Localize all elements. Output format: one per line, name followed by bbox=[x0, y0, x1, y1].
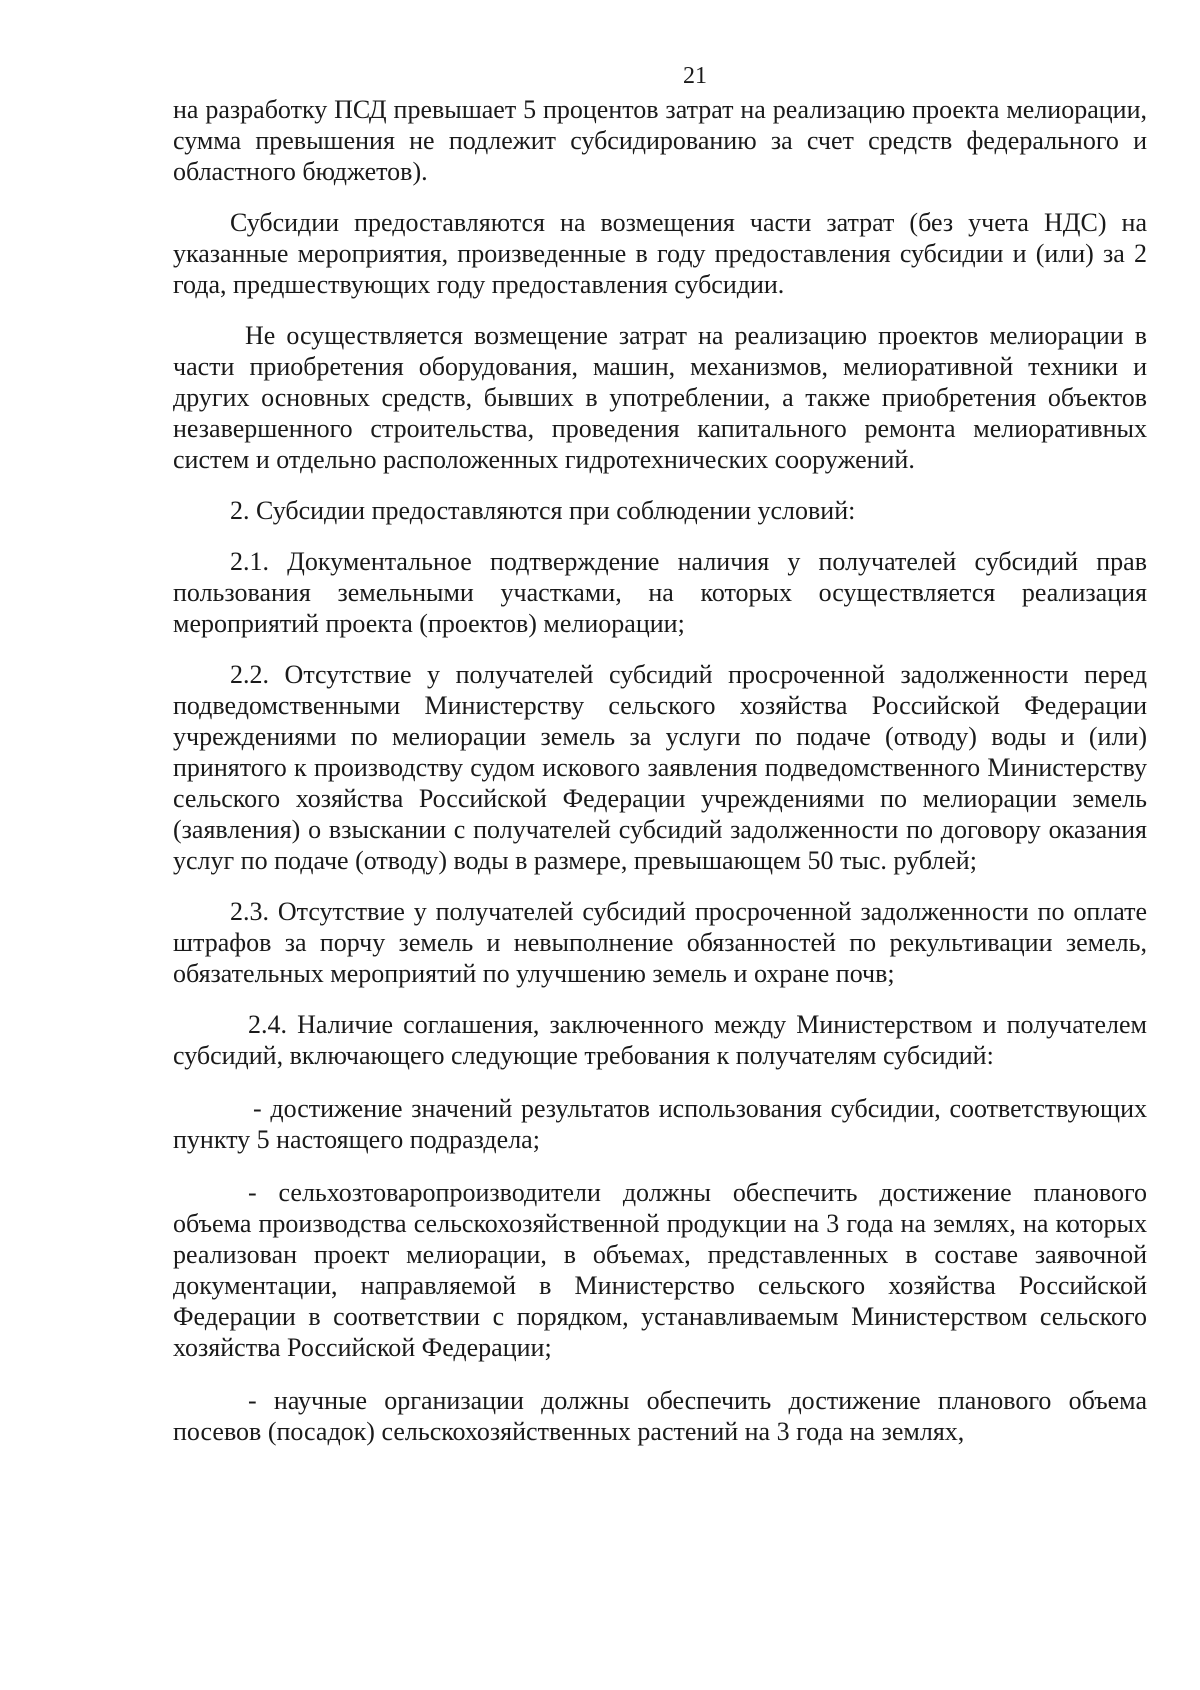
paragraph-continuation: на разработку ПСД превышает 5 процентов затрат на реализацию проекта мелиорации, сумма превышения не подлежит субсидированию за счет средств федерального и областного бюджетов). bbox=[173, 95, 1147, 186]
paragraph-subsidy-costs: Субсидии предоставляются на возмещения части затрат (без учета НДС) на указанные мероприятия, произведенные в году предоставления субсидии и (или) за 2 года, предшествующих году предоставления субсидии. bbox=[173, 208, 1147, 299]
paragraph-condition-2-2: 2.2. Отсутствие у получателей субсидий просроченной задолженности перед подведомственными Министерству сельского хозяйства Российской Федерации учреждениями по мелиорации земель за услуги по подаче (отводу) воды и (или) принятого к производству судом искового заявления подведомственного Министерству сельского хозяйства Российской Федерации учреждениями по мелиорации земель (заявления) о взыскании с получателей субсидий задолженности по договору оказания услуг по подаче (отводу) воды в размере, превышающем 50 тыс. рублей; bbox=[173, 660, 1147, 875]
list-item-scientific-orgs: - научные организации должны обеспечить достижение планового объема посевов (посадок) сельскохозяйственных растений на 3 года на землях, bbox=[173, 1386, 1147, 1446]
paragraph-condition-2-1: 2.1. Документальное подтверждение наличия у получателей субсидий прав пользования земельными участками, на которых осуществляется реализация мероприятий проекта (проектов) мелиорации; bbox=[173, 547, 1147, 638]
paragraph-conditions: 2. Субсидии предоставляются при соблюдении условий: bbox=[230, 496, 856, 525]
list-item-producers: - сельхозтоваропроизводители должны обеспечить достижение планового объема производства сельскохозяйственной продукции на 3 года на землях, на которых реализован проект мелиорации, в объемах, представленных в составе заявочной документации, направляемой в Министерство сельского хозяйства Российской Федерации в соответствии с порядком, устанавливаемым Министерством сельского хозяйства Российской Федерации; bbox=[173, 1178, 1147, 1362]
list-item-results: - достижение значений результатов использования субсидии, соответствующих пункту 5 настоящего подраздела; bbox=[173, 1094, 1147, 1154]
document-body bbox=[173, 94, 1147, 1447]
paragraph-condition-2-3: 2.3. Отсутствие у получателей субсидий просроченной задолженности по оплате штрафов за порчу земель и невыполнение обязанностей по рекультивации земель, обязательных мероприятий по улучшению земель и охране почв; bbox=[173, 897, 1147, 988]
paragraph-not-reimbursed: Не осуществляется возмещение затрат на реализацию проектов мелиорации в части приобретения оборудования, машин, механизмов, мелиоративной техники и других основных средств, бывших в употреблении, а также приобретения объектов незавершенного строительства, проведения капитального ремонта мелиоративных систем и отдельно расположенных гидротехнических сооружений. bbox=[173, 321, 1147, 474]
page-number: 21 bbox=[683, 63, 707, 89]
paragraph-condition-2-4: 2.4. Наличие соглашения, заключенного между Министерством и получателем субсидий, включающего следующие требования к получателям субсидий: bbox=[173, 1010, 1147, 1070]
